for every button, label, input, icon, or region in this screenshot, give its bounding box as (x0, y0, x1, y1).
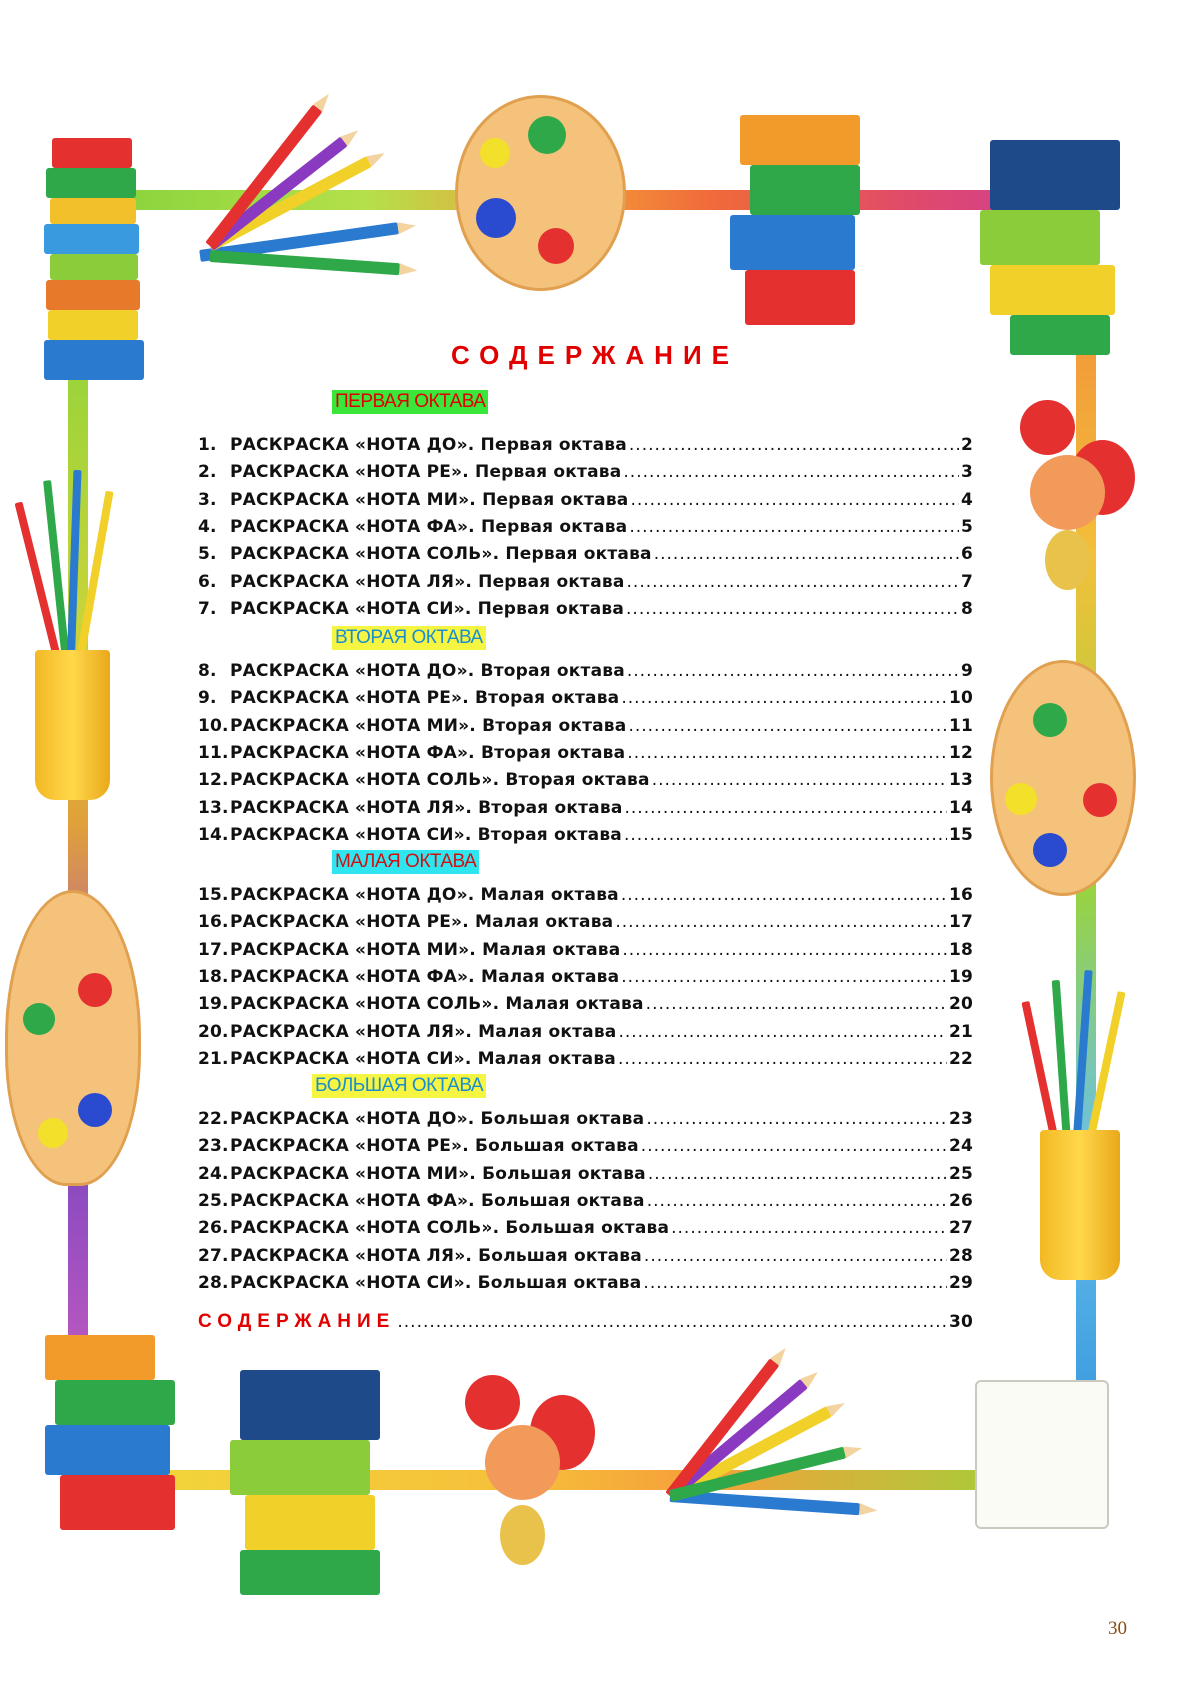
toc-row-number: 17. (198, 940, 229, 960)
toc-row-leader (629, 435, 959, 455)
toc-row-text: РАСКРАСКА «НОТА СИ». Вторая октава (230, 825, 622, 845)
toc-row-number: 25. (198, 1191, 229, 1211)
toc-row-text: РАСКРАСКА «НОТА ФА». Первая октава (230, 517, 628, 537)
toc-row-page: 21 (948, 1022, 973, 1042)
toc-row[interactable] (198, 1246, 973, 1272)
toc-row-number: 2. (198, 462, 217, 482)
open-book-illustration (975, 1380, 1109, 1529)
toc-row-leader (627, 572, 959, 592)
ladybug-illustration (1010, 400, 1140, 610)
toc-row-leader (624, 825, 947, 845)
toc-row-text: РАСКРАСКА «НОТА ФА». Вторая октава (230, 743, 626, 763)
toc-row-number: 7. (198, 599, 217, 619)
toc-row[interactable] (198, 490, 973, 516)
toc-row-number: 10. (198, 716, 229, 736)
toc-row[interactable] (198, 544, 973, 570)
toc-row-page: 24 (948, 1136, 973, 1156)
section-heading: МАЛАЯ ОКТАВА (332, 850, 479, 874)
toc-row[interactable] (198, 599, 973, 625)
toc-row[interactable] (198, 572, 973, 598)
toc-row-page: 30 (948, 1312, 973, 1332)
toc-row-text: РАСКРАСКА «НОТА МИ». Малая октава (230, 940, 621, 960)
toc-row-number: 14. (198, 825, 229, 845)
ladybug-illustration-2 (460, 1375, 600, 1585)
toc-row-text: РАСКРАСКА «НОТА РЕ». Малая октава (230, 912, 614, 932)
toc-row[interactable] (198, 940, 973, 966)
toc-row-leader (641, 1136, 947, 1156)
toc-row-number: 9. (198, 688, 217, 708)
toc-row-text: РАСКРАСКА «НОТА ДО». Большая октава (230, 1109, 645, 1129)
toc-row-leader (671, 1218, 947, 1238)
book-stack-illustration-4 (45, 1335, 185, 1535)
book-stack-illustration-3 (980, 140, 1130, 360)
toc-row-number: 19. (198, 994, 229, 1014)
page-title: СОДЕРЖАНИЕ (451, 340, 739, 370)
toc-row-leader (627, 743, 947, 763)
toc-row-leader (618, 1049, 947, 1069)
toc-row-number: 18. (198, 967, 229, 987)
toc-row-leader (626, 599, 959, 619)
toc-row-text: РАСКРАСКА «НОТА РЕ». Большая октава (230, 1136, 639, 1156)
toc-row-number: 26. (198, 1218, 229, 1238)
toc-row-number: 23. (198, 1136, 229, 1156)
pencil-cup-illustration (15, 470, 125, 810)
toc-row-page: 17 (948, 912, 973, 932)
toc-row-page: 23 (948, 1109, 973, 1129)
toc-row-page: 26 (948, 1191, 973, 1211)
pencils-illustration-2 (660, 1340, 870, 1540)
toc-row-page: 7 (960, 572, 973, 592)
toc-row[interactable] (198, 1218, 973, 1244)
toc-row[interactable] (198, 1191, 973, 1217)
toc-row-number: 5. (198, 544, 217, 564)
toc-row[interactable] (198, 517, 973, 543)
toc-row-number: 1. (198, 435, 217, 455)
toc-row-page: 22 (948, 1049, 973, 1069)
toc-row-text: РАСКРАСКА «НОТА ФА». Малая октава (230, 967, 620, 987)
palette-illustration-2 (5, 890, 141, 1186)
section-heading: БОЛЬШАЯ ОКТАВА (312, 1074, 486, 1098)
toc-row-number: 21. (198, 1049, 229, 1069)
toc-row[interactable] (198, 462, 973, 488)
toc-row-number: 4. (198, 517, 217, 537)
toc-row[interactable] (198, 912, 973, 938)
toc-row-text: РАСКРАСКА «НОТА СОЛЬ». Малая октава (230, 994, 644, 1014)
toc-row[interactable] (198, 1109, 973, 1135)
toc-row-text: РАСКРАСКА «НОТА РЕ». Первая октава (230, 462, 622, 482)
toc-row-text: РАСКРАСКА «НОТА СОЛЬ». Большая октава (230, 1218, 670, 1238)
toc-row-text: РАСКРАСКА «НОТА ЛЯ». Большая октава (230, 1246, 642, 1266)
toc-row-text: РАСКРАСКА «НОТА СИ». Малая октава (230, 1049, 616, 1069)
toc-row-number: 20. (198, 1022, 229, 1042)
toc-row-page: 27 (948, 1218, 973, 1238)
toc-row-page: 5 (960, 517, 973, 537)
toc-row-page: 20 (948, 994, 973, 1014)
palette-illustration (455, 95, 626, 291)
page-number: 30 (1108, 1618, 1127, 1639)
palette-illustration-3 (990, 660, 1136, 896)
toc-row-text: РАСКРАСКА «НОТА ДО». Первая октава (230, 435, 627, 455)
toc-row-number: 6. (198, 572, 217, 592)
toc-row-page: 29 (948, 1273, 973, 1293)
toc-row-page: 15 (948, 825, 973, 845)
toc-row-number: 12. (198, 770, 229, 790)
toc-row-number: 24. (198, 1164, 229, 1184)
toc-row-number: 8. (198, 661, 217, 681)
toc-row-leader (622, 940, 947, 960)
toc-row-page: 9 (960, 661, 973, 681)
toc-row-text: РАСКРАСКА «НОТА МИ». Большая октава (230, 1164, 646, 1184)
toc-row-page: 2 (960, 435, 973, 455)
toc-row-leader (643, 1273, 947, 1293)
toc-row-leader (646, 994, 947, 1014)
toc-row-leader (618, 1022, 946, 1042)
toc-row-number: 13. (198, 798, 229, 818)
toc-row-text: СОДЕРЖАНИЕ (198, 1311, 396, 1332)
toc-row-text: РАСКРАСКА «НОТА ДО». Вторая октава (230, 661, 625, 681)
toc-row-number: 16. (198, 912, 229, 932)
toc-row-leader (623, 462, 959, 482)
book-stack-illustration-5 (230, 1370, 390, 1600)
toc-row[interactable] (198, 967, 973, 993)
toc-row-leader (621, 967, 947, 987)
toc-row-leader (397, 1312, 947, 1332)
toc-row-page: 6 (960, 544, 973, 564)
toc-row-leader (646, 1109, 947, 1129)
toc-row-page: 19 (948, 967, 973, 987)
toc-row-text: РАСКРАСКА «НОТА ДО». Малая октава (230, 885, 619, 905)
toc-row-text: РАСКРАСКА «НОТА ЛЯ». Первая октава (230, 572, 625, 592)
toc-row-page: 10 (948, 688, 973, 708)
toc-row-number: 11. (198, 743, 229, 763)
toc-row-leader (644, 1246, 947, 1266)
toc-row[interactable] (198, 716, 973, 742)
toc-row-leader (625, 798, 947, 818)
book-stack-illustration-2 (730, 115, 870, 330)
toc-row-text: РАСКРАСКА «НОТА РЕ». Вторая октава (230, 688, 620, 708)
toc-row-number: 3. (198, 490, 217, 510)
toc-row-leader (627, 661, 959, 681)
toc-row[interactable] (198, 1136, 973, 1162)
section-heading: ВТОРАЯ ОКТАВА (332, 626, 486, 650)
toc-row-leader (652, 770, 947, 790)
toc-row-page: 3 (960, 462, 973, 482)
toc-row-leader (648, 1164, 947, 1184)
toc-row-leader (621, 688, 947, 708)
toc-row-page: 13 (948, 770, 973, 790)
toc-row-text: РАСКРАСКА «НОТА МИ». Вторая октава (230, 716, 627, 736)
toc-row-page: 25 (948, 1164, 973, 1184)
toc-row-page: 12 (948, 743, 973, 763)
toc-row[interactable] (198, 994, 973, 1020)
toc-row-page: 28 (948, 1246, 973, 1266)
toc-row-text: РАСКРАСКА «НОТА СОЛЬ». Первая октава (230, 544, 652, 564)
toc-row-leader (630, 490, 959, 510)
toc-row[interactable] (198, 743, 973, 769)
toc-row-leader (615, 912, 947, 932)
toc-row-contents[interactable] (198, 1311, 973, 1337)
section-heading: ПЕРВАЯ ОКТАВА (332, 390, 488, 414)
toc-row[interactable] (198, 1049, 973, 1075)
toc-row-leader (621, 885, 947, 905)
pencil-cup-illustration-2 (1020, 960, 1135, 1290)
toc-row-text: РАСКРАСКА «НОТА ФА». Большая октава (230, 1191, 645, 1211)
toc-row-leader (647, 1191, 947, 1211)
toc-row[interactable] (198, 1022, 973, 1048)
toc-row-text: РАСКРАСКА «НОТА ЛЯ». Малая октава (230, 1022, 617, 1042)
toc-row-page: 8 (960, 599, 973, 619)
toc-row-text: РАСКРАСКА «НОТА МИ». Первая октава (230, 490, 629, 510)
toc-row[interactable] (198, 1273, 973, 1299)
toc-row[interactable] (198, 661, 973, 687)
toc-row-page: 11 (948, 716, 973, 736)
toc-row-number: 28. (198, 1273, 229, 1293)
toc-row-text: РАСКРАСКА «НОТА СОЛЬ». Вторая октава (230, 770, 650, 790)
toc-row-text: РАСКРАСКА «НОТА СИ». Большая октава (230, 1273, 642, 1293)
toc-row-page: 14 (948, 798, 973, 818)
toc-row[interactable] (198, 688, 973, 714)
toc-row-text: РАСКРАСКА «НОТА СИ». Первая октава (230, 599, 625, 619)
toc-row-number: 15. (198, 885, 229, 905)
toc-row[interactable] (198, 435, 973, 461)
toc-row-leader (628, 716, 947, 736)
toc-row[interactable] (198, 770, 973, 796)
toc-row-number: 22. (198, 1109, 229, 1129)
toc-row[interactable] (198, 825, 973, 851)
toc-row-leader (629, 517, 959, 537)
toc-row-page: 18 (948, 940, 973, 960)
toc-row-page: 16 (948, 885, 973, 905)
toc-row[interactable] (198, 1164, 973, 1190)
toc-row-number: 27. (198, 1246, 229, 1266)
pencils-illustration (190, 110, 400, 300)
toc-row[interactable] (198, 885, 973, 911)
toc-row-leader (654, 544, 959, 564)
toc-row-text: РАСКРАСКА «НОТА ЛЯ». Вторая октава (230, 798, 623, 818)
toc-row-page: 4 (960, 490, 973, 510)
toc-row[interactable] (198, 798, 973, 824)
